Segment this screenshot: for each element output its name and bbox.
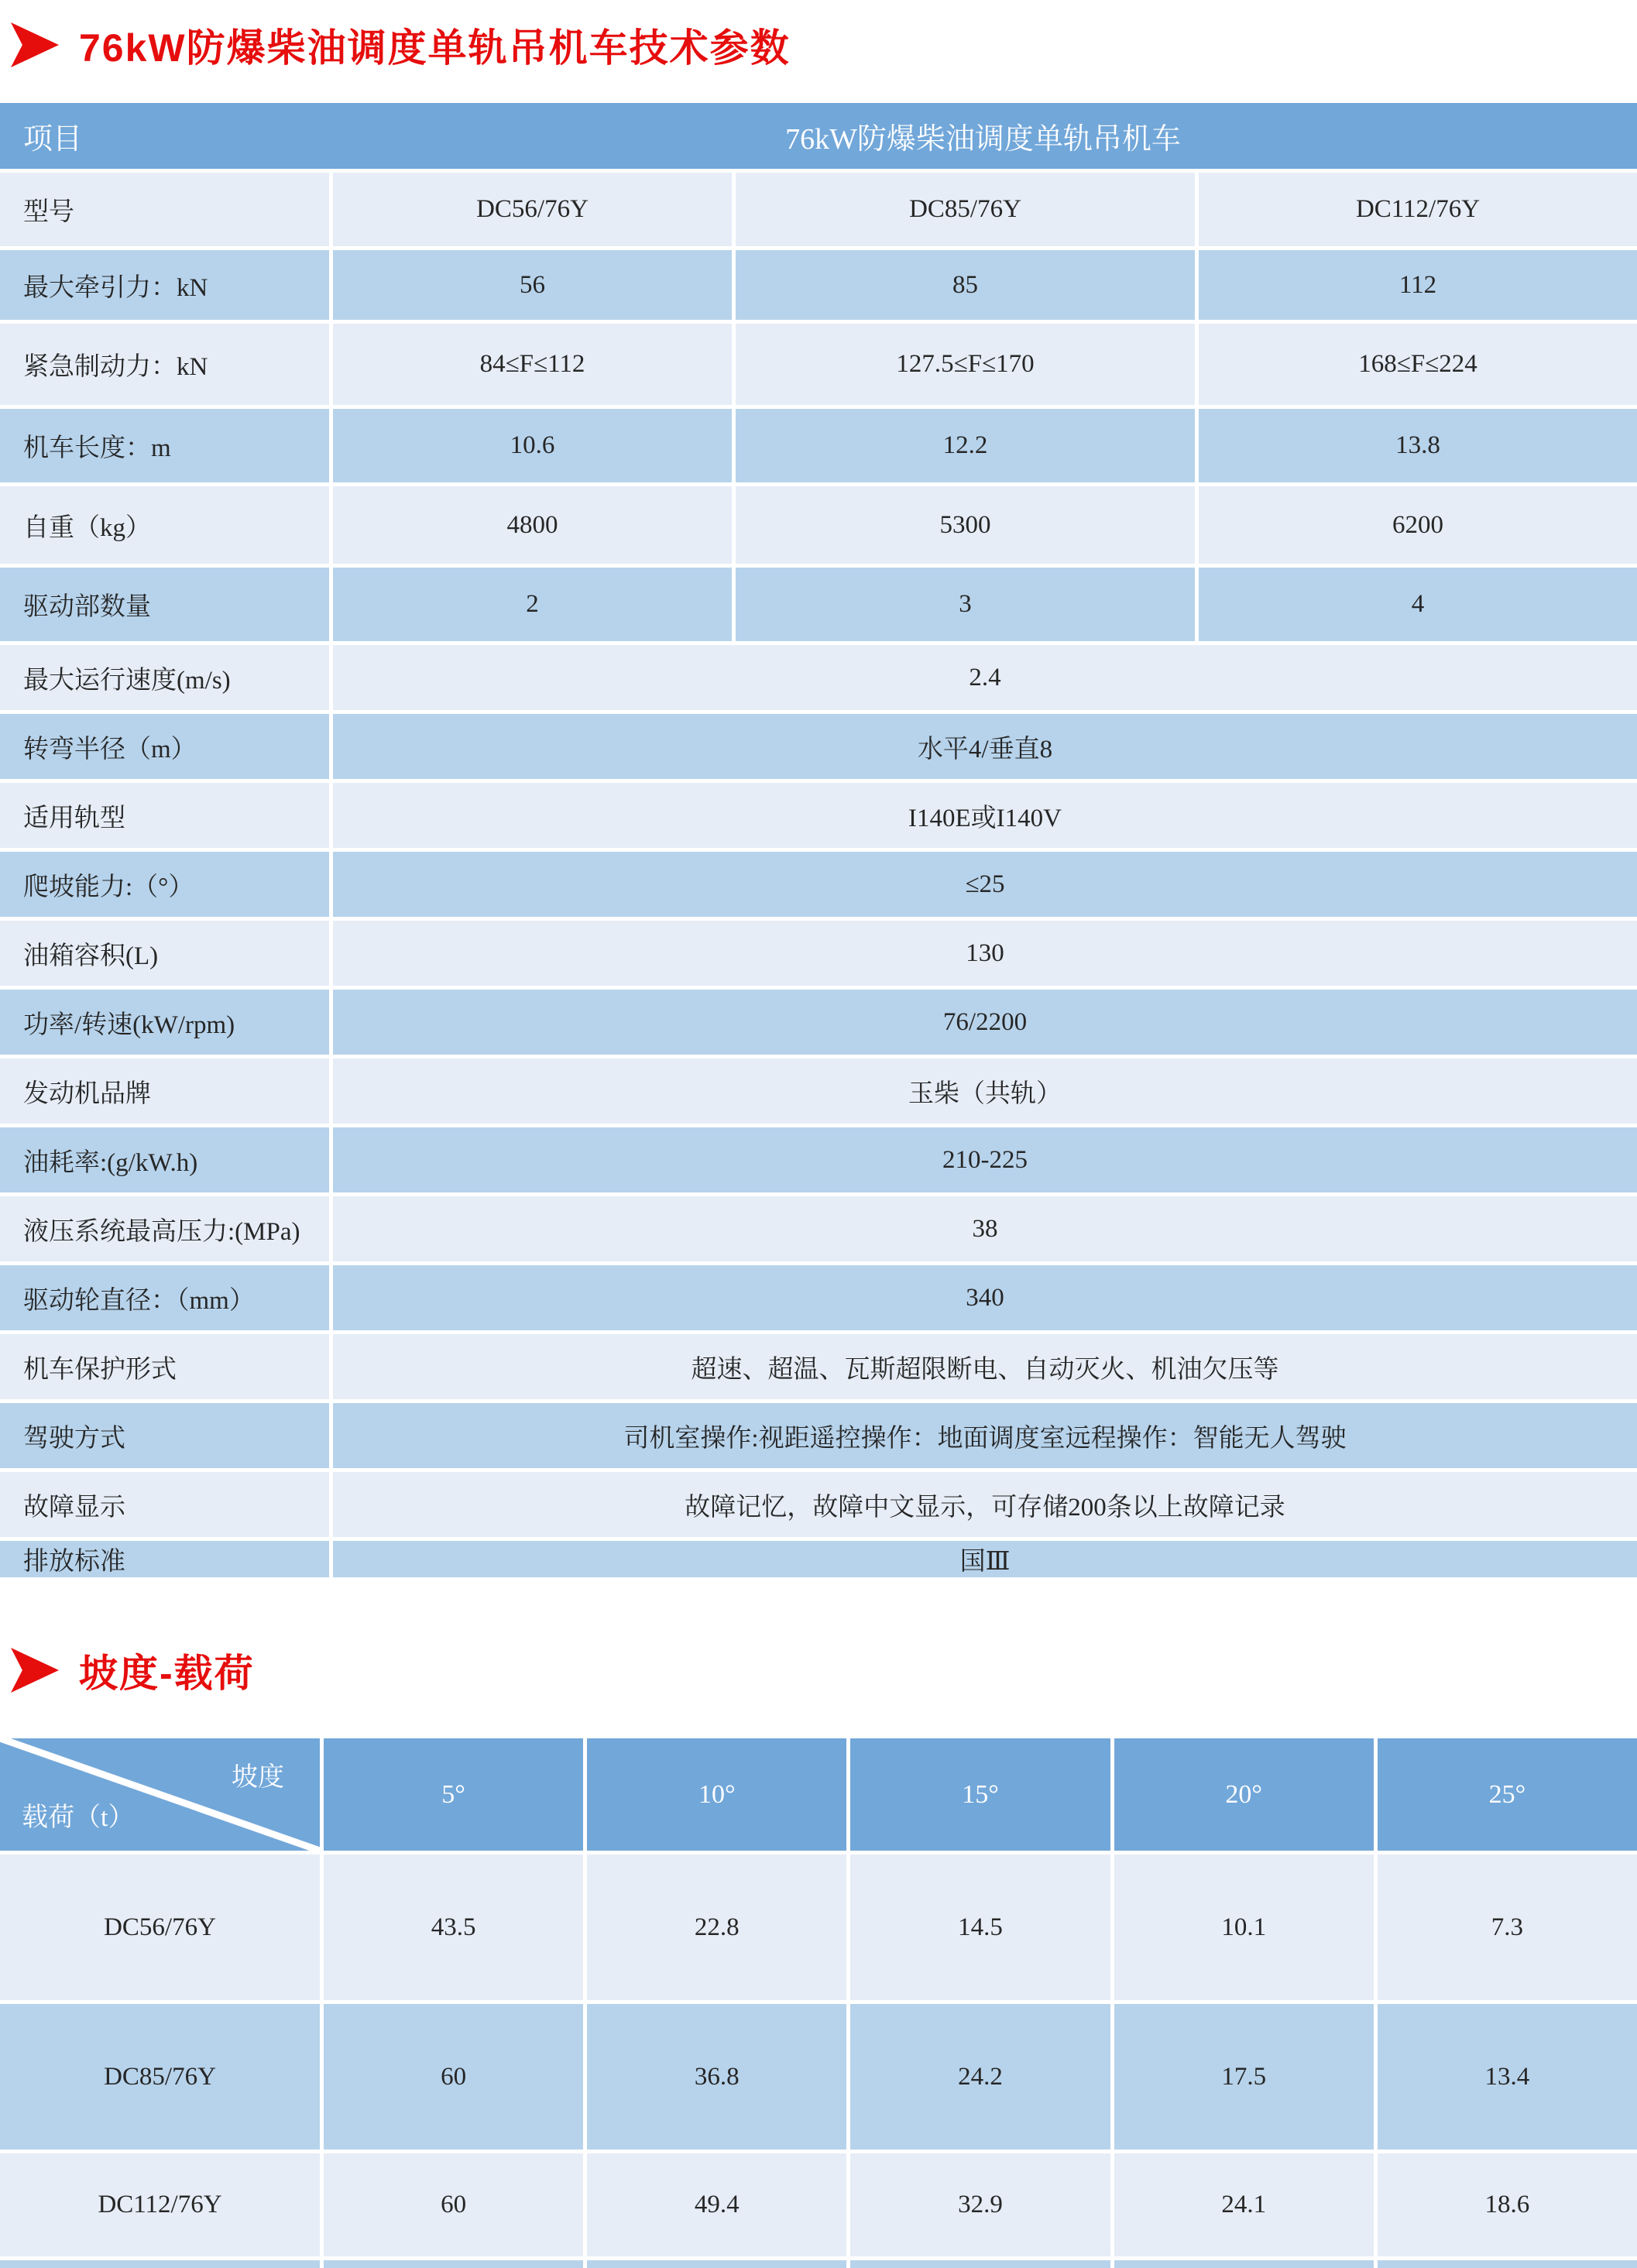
spec-value: 4800 (333, 486, 732, 564)
load-value: 60 (324, 2153, 583, 2256)
spec-section-header (0, 12, 1637, 77)
load-value: 49.4 (587, 2153, 846, 2256)
spec-label: 紧急制动力：kN (0, 324, 329, 405)
load-table (0, 1738, 1637, 2268)
spec-label: 液压系统最高压力:(MPa) (0, 1196, 329, 1261)
spec-value: 38 (333, 1196, 1637, 1261)
spec-label: 爬坡能力:（°） (0, 852, 329, 917)
spec-value: 2 (333, 568, 732, 641)
spec-label: 最大运行速度(m/s) (0, 645, 329, 710)
red-arrow-icon (11, 22, 59, 67)
load-row-label: DC56/76Y (0, 1855, 320, 2000)
spec-value: 84≤F≤112 (333, 324, 732, 405)
spec-value: 168≤F≤224 (1199, 324, 1637, 405)
spec-value: 2.4 (333, 645, 1637, 710)
spec-label: 适用轨型 (0, 783, 329, 848)
spec-value: 司机室操作:视距遥控操作：地面调度室远程操作：智能无人驾驶 (333, 1403, 1637, 1468)
spec-header-product-label: 76kW防爆柴油调度单轨吊机车 (785, 123, 1181, 156)
corner-load-label: 载荷（t） (22, 1803, 135, 1832)
spec-value: 国Ⅲ (333, 1541, 1637, 1577)
spec-value: 130 (333, 921, 1637, 986)
load-column-header: 5° (324, 1738, 583, 1851)
load-section-title: 坡度-载荷 (79, 1652, 255, 1695)
spec-value: I140E或I140V (333, 783, 1637, 848)
spec-value: 水平4/垂直8 (333, 714, 1637, 779)
spec-value: DC56/76Y (333, 173, 732, 246)
cutoff-row-strip (850, 2260, 1110, 2268)
spec-value: 340 (333, 1265, 1637, 1330)
spec-label: 驱动部数量 (0, 568, 329, 641)
load-table-corner-cell (0, 1738, 320, 1851)
spec-label: 型号 (0, 173, 329, 246)
load-value: 14.5 (850, 1855, 1110, 2000)
load-value: 18.6 (1378, 2153, 1637, 2256)
spec-label: 自重（kg） (0, 486, 329, 564)
load-column-header: 20° (1114, 1738, 1374, 1851)
spec-value: 10.6 (333, 409, 732, 482)
spec-value: 超速、超温、瓦斯超限断电、自动灭火、机油欠压等 (333, 1334, 1637, 1399)
spec-label: 机车保护形式 (0, 1334, 329, 1399)
load-column-header: 15° (850, 1738, 1110, 1851)
spec-section-title: 76kW防爆柴油调度单轨吊机车技术参数 (79, 26, 791, 70)
red-arrow-icon (11, 1648, 59, 1693)
spec-value: 3 (736, 568, 1195, 641)
spec-label: 发动机品牌 (0, 1059, 329, 1124)
cutoff-row-strip (324, 2260, 583, 2268)
spec-value: 85 (736, 250, 1195, 320)
load-value: 22.8 (587, 1855, 846, 2000)
spec-value: DC85/76Y (736, 173, 1195, 246)
cutoff-row-strip (0, 2260, 320, 2268)
spec-value: 故障记忆，故障中文显示，可存储200条以上故障记录 (333, 1472, 1637, 1537)
spec-value: 76/2200 (333, 990, 1637, 1055)
load-value: 13.4 (1378, 2004, 1637, 2150)
spec-value: 4 (1199, 568, 1637, 641)
load-column-header: 25° (1378, 1738, 1637, 1851)
spec-label: 驾驶方式 (0, 1403, 329, 1468)
spec-label: 最大牵引力：kN (0, 250, 329, 320)
spec-value: 56 (333, 250, 732, 320)
spec-value: ≤25 (333, 852, 1637, 917)
load-value: 10.1 (1114, 1855, 1374, 2000)
spec-label: 油箱容积(L) (0, 921, 329, 986)
corner-slope-label: 坡度 (232, 1763, 284, 1792)
load-value: 24.2 (850, 2004, 1110, 2150)
spec-label: 排放标准 (0, 1541, 329, 1577)
spec-label: 油耗率:(g/kW.h) (0, 1127, 329, 1192)
cutoff-row-strip (587, 2260, 846, 2268)
cutoff-row-strip (1114, 2260, 1374, 2268)
spec-table (0, 103, 1637, 1577)
load-section-header (0, 1638, 1637, 1703)
spec-value: DC112/76Y (1199, 173, 1637, 246)
load-value: 7.3 (1378, 1855, 1637, 2000)
spec-header-item-label: 项目 (23, 123, 83, 156)
load-value: 43.5 (324, 1855, 583, 2000)
load-value: 36.8 (587, 2004, 846, 2150)
load-value: 32.9 (850, 2153, 1110, 2256)
spec-value: 13.8 (1199, 409, 1637, 482)
load-row-label: DC85/76Y (0, 2004, 320, 2150)
spec-value: 6200 (1199, 486, 1637, 564)
spec-value: 玉柴（共轨） (333, 1059, 1637, 1124)
spec-table-header-row (0, 103, 1637, 169)
spec-label: 转弯半径（m） (0, 714, 329, 779)
cutoff-row-strip (1378, 2260, 1637, 2268)
spec-value: 210-225 (333, 1127, 1637, 1192)
spec-value: 5300 (736, 486, 1195, 564)
spec-label: 故障显示 (0, 1472, 329, 1537)
load-value: 24.1 (1114, 2153, 1374, 2256)
load-value: 17.5 (1114, 2004, 1374, 2150)
load-row-label: DC112/76Y (0, 2153, 320, 2256)
spec-value: 112 (1199, 250, 1637, 320)
load-value: 60 (324, 2004, 583, 2150)
spec-label: 机车长度：m (0, 409, 329, 482)
spec-value: 12.2 (736, 409, 1195, 482)
spec-label: 功率/转速(kW/rpm) (0, 990, 329, 1055)
load-column-header: 10° (587, 1738, 846, 1851)
spec-label: 驱动轮直径：（mm） (0, 1265, 329, 1330)
spec-value: 127.5≤F≤170 (736, 324, 1195, 405)
